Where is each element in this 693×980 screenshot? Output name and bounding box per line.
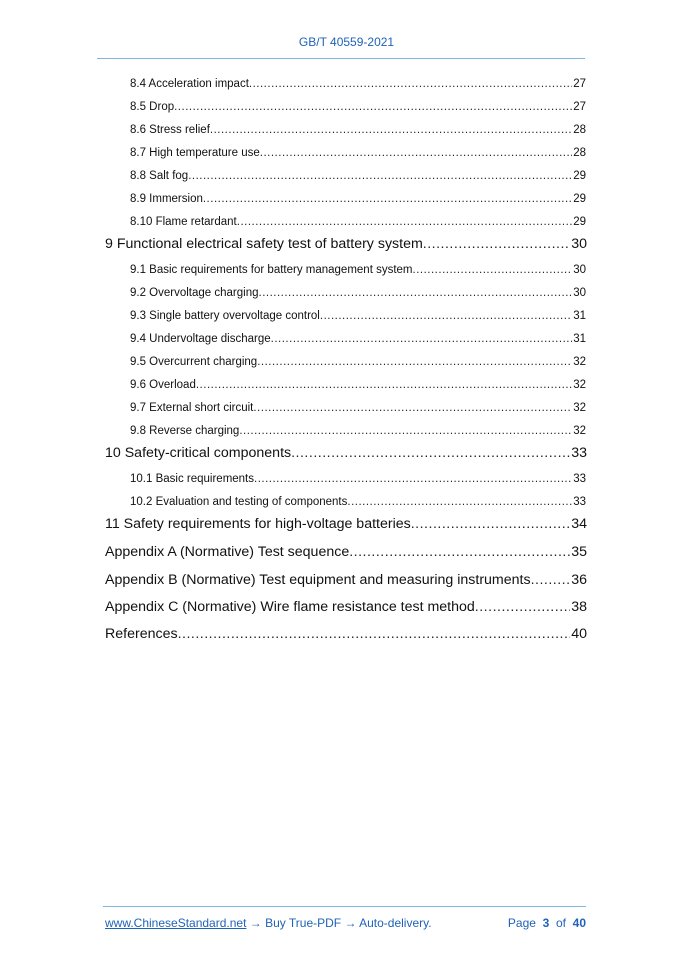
toc-entry-title: Appendix A (Normative) Test sequence	[105, 544, 350, 560]
page-total: 40	[572, 916, 586, 930]
toc-leader-dots	[188, 170, 572, 182]
page-number: 3	[542, 916, 550, 930]
toc-leader-dots	[531, 572, 571, 588]
toc-entry-title: 8.4 Acceleration impact	[130, 78, 249, 90]
toc-leader-dots	[237, 216, 572, 228]
toc-entry-title: 9.2 Overvoltage charging	[130, 287, 259, 299]
toc-entry-8-5[interactable]	[130, 101, 586, 113]
toc-entry-9-5[interactable]	[130, 356, 586, 368]
toc-entry-page: 33	[571, 445, 587, 461]
toc-leader-dots	[349, 544, 570, 560]
toc-entry-title: 9.4 Undervoltage discharge	[130, 333, 271, 345]
toc-leader-dots	[196, 379, 572, 391]
toc-entry-appendix-c[interactable]	[105, 599, 587, 615]
toc-entry-page: 32	[573, 425, 586, 437]
toc-entry-9-4[interactable]	[130, 333, 586, 345]
toc-entry-8-9[interactable]	[130, 193, 586, 205]
toc-entry-9-7[interactable]	[130, 402, 586, 414]
toc-leader-dots	[259, 287, 573, 299]
toc-leader-dots	[260, 147, 572, 159]
toc-entry-page: 40	[571, 626, 587, 642]
toc-entry-page: 32	[573, 379, 586, 391]
toc-entry-page: 35	[571, 544, 587, 560]
toc-entry-page: 30	[573, 287, 586, 299]
toc-entry-page: 28	[573, 147, 586, 159]
toc-entry-page: 32	[573, 356, 586, 368]
toc-entry-9-6[interactable]	[130, 379, 586, 391]
toc-entry-title: 11 Safety requirements for high-voltage batteries	[105, 516, 411, 532]
toc-entry-11[interactable]	[105, 516, 587, 532]
toc-entry-title: 9.3 Single battery overvoltage control	[130, 310, 320, 322]
toc-leader-dots	[249, 78, 572, 90]
toc-entry-8-4[interactable]	[130, 78, 586, 90]
toc-entry-8-6[interactable]	[130, 124, 586, 136]
toc-entry-page: 29	[573, 193, 586, 205]
toc-entry-page: 31	[573, 310, 586, 322]
toc-entry-page: 29	[573, 216, 586, 228]
toc-leader-dots	[254, 473, 572, 485]
page-footer	[105, 916, 586, 930]
footer-tagline: → Buy True-PDF → Auto-delivery.	[246, 916, 432, 930]
toc-leader-dots	[411, 516, 570, 532]
toc-entry-title: 9.7 External short circuit	[130, 402, 254, 414]
toc-entry-10-1[interactable]	[130, 473, 586, 485]
toc-entry-title: 9.1 Basic requirements for battery management system	[130, 264, 413, 276]
toc-entry-page: 34	[571, 516, 587, 532]
toc-entry-9-2[interactable]	[130, 287, 586, 299]
toc-entry-page: 27	[573, 101, 586, 113]
toc-leader-dots	[203, 193, 572, 205]
toc-leader-dots	[475, 599, 570, 615]
toc-leader-dots	[174, 101, 572, 113]
toc-entry-page: 32	[573, 402, 586, 414]
toc-entry-appendix-b[interactable]	[105, 572, 587, 588]
toc-entry-title: Appendix B (Normative) Test equipment and measuring instruments	[105, 572, 531, 588]
toc-entry-title: 9.8 Reverse charging	[130, 425, 240, 437]
toc-leader-dots	[210, 124, 572, 136]
toc-entry-title: 8.5 Drop	[130, 101, 175, 113]
of-label: of	[555, 916, 566, 930]
toc-entry-10[interactable]	[105, 445, 587, 461]
toc-entry-page: 33	[573, 496, 586, 508]
toc-entry-title: 9 Functional electrical safety test of battery system	[105, 236, 423, 252]
toc-entry-title: 10.1 Basic requirements	[130, 473, 255, 485]
toc-entry-9[interactable]	[105, 236, 587, 252]
toc-entry-page: 30	[571, 236, 587, 252]
toc-entry-title: 9.5 Overcurrent charging	[130, 356, 258, 368]
toc-entry-page: 27	[573, 78, 586, 90]
toc-leader-dots	[413, 264, 573, 276]
toc-leader-dots	[423, 236, 570, 252]
toc-entry-title: 10 Safety-critical components	[105, 445, 292, 461]
toc-leader-dots	[178, 626, 571, 642]
toc-entry-page: 33	[573, 473, 586, 485]
toc-entry-title: 8.6 Stress relief	[130, 124, 210, 136]
toc-leader-dots	[271, 333, 573, 345]
toc-leader-dots	[320, 310, 572, 322]
toc-entry-page: 31	[573, 333, 586, 345]
toc-entry-8-10[interactable]	[130, 216, 586, 228]
toc-entry-9-3[interactable]	[130, 310, 586, 322]
toc-leader-dots	[257, 356, 572, 368]
toc-entry-title: 9.6 Overload	[130, 379, 196, 391]
toc-entry-page: 28	[573, 124, 586, 136]
header-divider	[97, 58, 585, 59]
toc-entry-9-1[interactable]	[130, 264, 586, 276]
toc-leader-dots	[253, 402, 572, 414]
page-indicator	[508, 916, 586, 930]
toc-entry-title: References	[105, 626, 178, 642]
toc-entry-title: 8.8 Salt fog	[130, 170, 189, 182]
toc-entry-title: 8.7 High temperature use	[130, 147, 260, 159]
page-label: Page	[507, 916, 536, 930]
toc-entry-page: 29	[573, 170, 586, 182]
toc-entry-page: 30	[573, 264, 586, 276]
toc-entry-title: 8.9 Immersion	[130, 193, 203, 205]
toc-entry-title: 10.2 Evaluation and testing of components	[130, 496, 348, 508]
toc-entry-appendix-a[interactable]	[105, 544, 587, 560]
toc-entry-8-8[interactable]	[130, 170, 586, 182]
toc-entry-references[interactable]	[105, 626, 587, 642]
toc-entry-10-2[interactable]	[130, 496, 586, 508]
toc-leader-dots	[347, 496, 572, 508]
toc-entry-8-7[interactable]	[130, 147, 586, 159]
toc-entry-page: 36	[571, 572, 587, 588]
toc-entry-9-8[interactable]	[130, 425, 586, 437]
footer-promo	[105, 916, 432, 930]
toc-entry-title: 8.10 Flame retardant	[130, 216, 237, 228]
page-header: GB/T 40559-2021	[298, 35, 395, 49]
toc-entry-title: Appendix C (Normative) Wire flame resistance test method	[105, 599, 475, 615]
toc-leader-dots	[291, 445, 570, 461]
footer-divider	[103, 906, 586, 907]
website-link[interactable]: www.ChineseStandard.net	[105, 916, 247, 930]
toc-entry-page: 38	[571, 599, 587, 615]
toc-leader-dots	[239, 425, 572, 437]
